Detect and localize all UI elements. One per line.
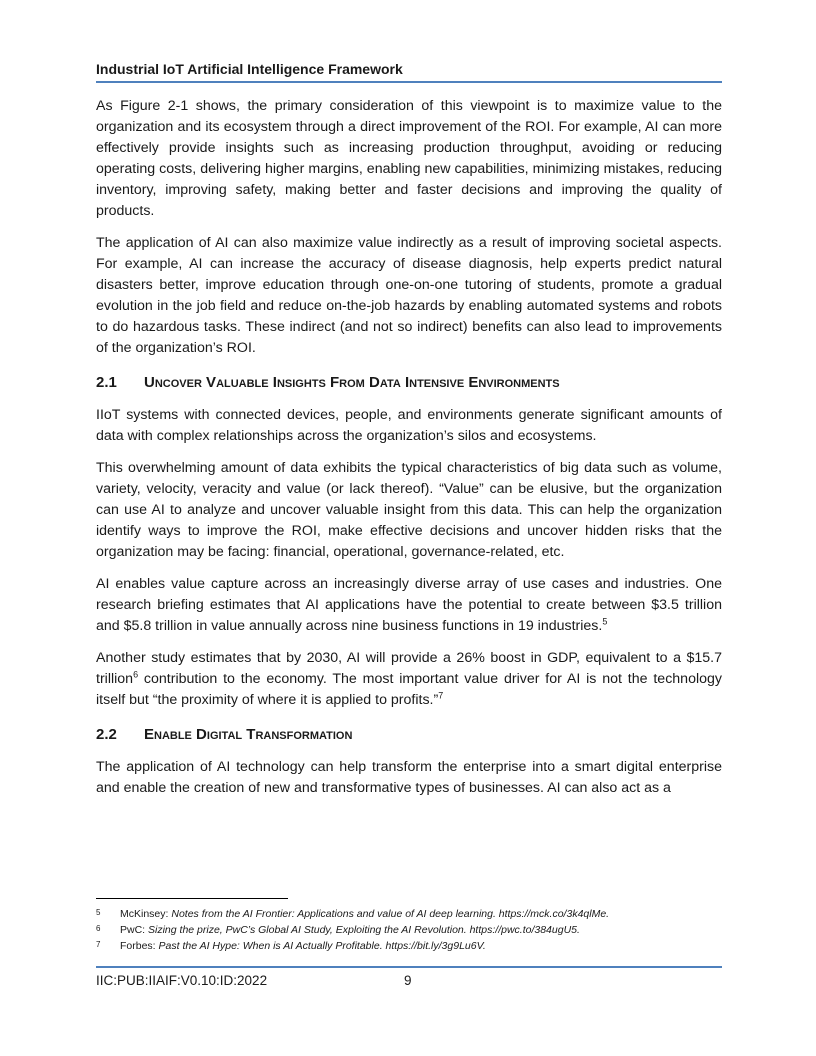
paragraph-6-text-a: Another study estimates that by 2030, AI will provide a 26% boost in GDP, equivalent to a $15.7 trillion bbox=[96, 650, 722, 687]
footnote-ref-5[interactable]: 5 bbox=[602, 616, 608, 627]
footnote-5 bbox=[96, 906, 722, 922]
footnote-title[interactable]: Notes from the AI Frontier: Applications and value of AI deep learning. https://mck.co/3k4qlMe. bbox=[171, 908, 610, 920]
paragraph-2: The application of AI can also maximize value indirectly as a result of improving societal aspects. For example, AI can increase the accuracy of disease diagnosis, help experts predict natural disasters better, improve education through one-on-one tutoring of students, promote a gradual evolution in the job field and reduce on-the-job hazards by enabling automated systems and robots to do hazardous tasks. These indirect (and not so indirect) benefits can also lead to improvements of the organization’s ROI. bbox=[96, 235, 722, 356]
footnote-title[interactable]: Sizing the prize, PwC’s Global AI Study, Exploiting the AI Revolution. https://pwc.to/384ugU5. bbox=[148, 924, 580, 936]
section-heading-2-1 bbox=[96, 373, 722, 393]
footnote-mark: 5 bbox=[96, 908, 101, 917]
footnote-ref-6[interactable]: 6 bbox=[133, 669, 139, 680]
page-footer bbox=[96, 972, 722, 989]
section-number: 2.1 bbox=[96, 374, 117, 391]
footnote-separator bbox=[96, 898, 288, 899]
footnote-mark: 6 bbox=[96, 924, 101, 933]
body-content bbox=[96, 96, 722, 810]
section-number: 2.2 bbox=[96, 726, 117, 743]
footnote-source: Forbes: bbox=[120, 940, 159, 952]
header-title: Industrial IoT Artificial Intelligence Framework bbox=[96, 61, 403, 77]
footnote-mark: 7 bbox=[96, 940, 101, 949]
footnote-title[interactable]: Past the AI Hype: When is AI Actually Profitable. https://bit.ly/3g9Lu6V. bbox=[158, 940, 486, 952]
page-number: 9 bbox=[404, 973, 412, 988]
paragraph-3: IIoT systems with connected devices, people, and environments generate significant amounts of data with complex relationships across the organization’s silos and ecosystems. bbox=[96, 407, 722, 444]
section-title: Enable Digital Transformation bbox=[144, 726, 353, 743]
page-header bbox=[96, 61, 722, 83]
paragraph-6 bbox=[96, 648, 722, 711]
paragraph-1: As Figure 2-1 shows, the primary consideration of this viewpoint is to maximize value to the organization and its ecosystem through a direct improvement of the ROI. For example, AI can more effectively provide insights such as increasing production throughput, avoiding or reducing operating costs, delivering higher margins, enabling new capabilities, minimizing mistakes, reducing inventory, improving safety, making better and faster decisions and improving the quality of products. bbox=[96, 98, 722, 219]
footer-doc-id: IIC:PUB:IIAIF:V0.10:ID:2022 bbox=[96, 973, 268, 988]
section-heading-2-2 bbox=[96, 725, 722, 745]
footer-rule bbox=[96, 966, 722, 968]
header-rule bbox=[96, 81, 722, 83]
paragraph-5-text: AI enables value capture across an increasingly diverse array of use cases and industries. One research briefing estimates that AI applications have the potential to create between $3.5 trillion and $5.8 trillion in value annually across nine business functions in 19 industries. bbox=[96, 576, 722, 634]
footnote-7 bbox=[96, 938, 722, 954]
footnote-source: McKinsey: bbox=[120, 908, 172, 920]
section-title: Uncover Valuable Insights From Data Intensive Environments bbox=[144, 374, 560, 391]
paragraph-4: This overwhelming amount of data exhibits the typical characteristics of big data such as volume, variety, velocity, veracity and value (or lack thereof). “Value” can be elusive, but the organization can use AI to analyze and uncover valuable insight from this data. This can help the organization identify ways to improve the ROI, make effective decisions and uncover hidden risks that the organization may be facing: financial, operational, governance-related, etc. bbox=[96, 460, 722, 560]
paragraph-5 bbox=[96, 574, 722, 637]
footnotes bbox=[96, 906, 722, 954]
paragraph-7: The application of AI technology can help transform the enterprise into a smart digital enterprise and enable the creation of new and transformative types of businesses. AI can also act as a bbox=[96, 759, 722, 796]
footnote-source: PwC: bbox=[120, 924, 149, 936]
footnote-ref-7[interactable]: 7 bbox=[438, 690, 444, 701]
paragraph-6-text-b: contribution to the economy. The most important value driver for AI is not the technology itself but “the proximity of where it is applied to profits.” bbox=[96, 671, 722, 708]
footnote-6 bbox=[96, 922, 722, 938]
